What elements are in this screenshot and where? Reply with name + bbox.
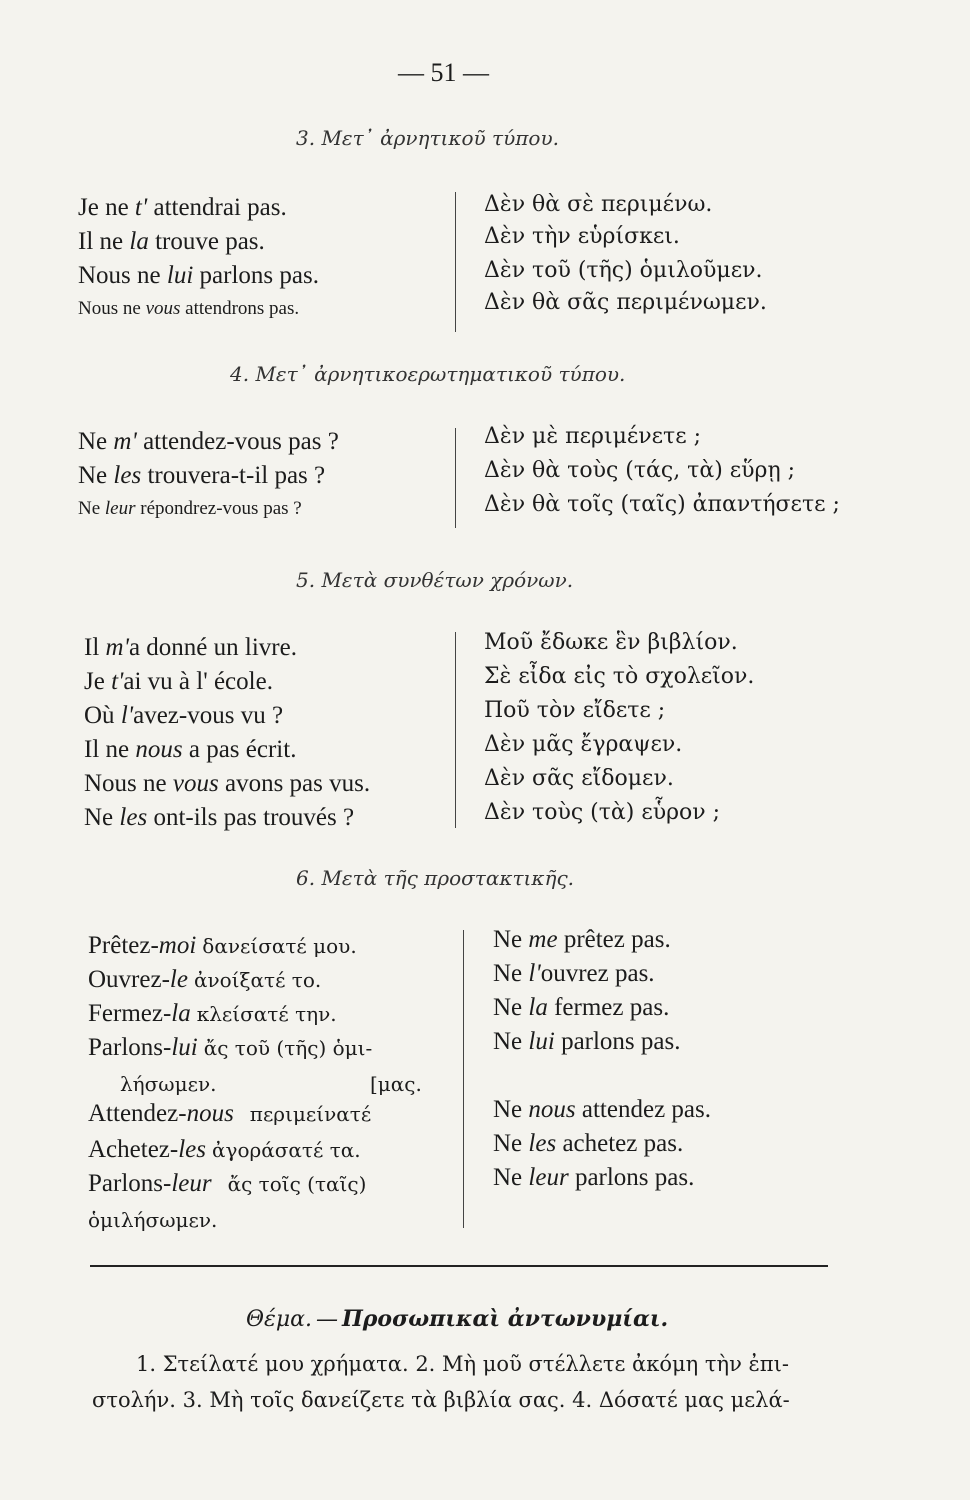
sec6-left-line: Prêtez-moi δανείσατέ μου. [88, 932, 357, 959]
sec4-fr-line: Ne leur répondrez-vous pas ? [78, 498, 302, 519]
section-5-heading: 5. Μετὰ συνθέτων χρόνων. [296, 568, 574, 592]
sec5-fr-line: Ne les ont-ils pas trouvés ? [84, 804, 355, 831]
section-3-heading: 3. Μετ᾽ ἀρνητικοῦ τύπου. [296, 126, 559, 150]
column-divider [463, 930, 464, 1228]
sec6-right-line: Ne me prêtez pas. [493, 926, 671, 953]
section-6-heading: 6. Μετὰ τῆς προστακτικῆς. [296, 866, 575, 890]
section-4-heading: 4. Μετ᾽ ἀρνητικοερωτηματικοῦ τύπου. [230, 362, 626, 386]
sec5-gr-line: Δὲν σᾶς εἴδομεν. [484, 766, 674, 791]
sec6-right-line: Ne la fermez pas. [493, 994, 670, 1021]
sec5-fr-line: Nous ne vous avons pas vus. [84, 770, 371, 797]
sec6-left-line: Parlons-lui ἄς τοῦ (τῆς) ὁμι- [88, 1034, 373, 1061]
sec5-fr-line: Je t'ai vu à l' école. [84, 668, 273, 695]
sec6-left-line: Fermez-la κλείσατέ την. [88, 1000, 337, 1027]
sec4-fr-line: Ne m' attendez-vous pas ? [78, 428, 339, 455]
sec5-fr-line: Il m'a donné un livre. [84, 634, 297, 661]
sec3-gr-line: Δὲν θὰ σὲ περιμένω. [484, 192, 713, 217]
sec3-fr-line: Il ne la trouve pas. [78, 228, 265, 255]
sec5-gr-line: Ποῦ τὸν εἴδετε ; [484, 698, 666, 723]
sec5-fr-line: Où l'avez-vous vu ? [84, 702, 284, 729]
column-divider [455, 192, 456, 332]
sec6-left-line: Parlons-leur ἄς τοῖς (ταῖς) [88, 1170, 367, 1197]
sec5-gr-line: Σὲ εἶδα εἰς τὸ σχολεῖον. [484, 664, 755, 689]
theme-title: Θέμα. — Προσωπικαὶ ἀντωνυμίαι. [246, 1306, 669, 1332]
sec3-fr-line: Nous ne vous attendrons pas. [78, 298, 300, 319]
sec6-right-line: Ne les achetez pas. [493, 1130, 684, 1157]
column-divider [455, 428, 456, 528]
theme-line-1: 1. Στείλατέ μου χρήματα. 2. Μὴ μοῦ στέλλετε ἀκόμη τὴν ἐπι- [136, 1352, 789, 1376]
sec6-right-line: Ne lui parlons pas. [493, 1028, 681, 1055]
sec6-left-continuation: ὁμιλήσωμεν. [88, 1208, 218, 1232]
theme-line-2: στολήν. 3. Μὴ τοῖς δανείζετε τὰ βιβλία σας. 4. Δόσατέ μας μελά- [92, 1388, 790, 1412]
sec4-gr-line: Δὲν θὰ τοῖς (ταῖς) ἀπαντήσετε ; [484, 492, 840, 517]
page-number: — 51 — [398, 58, 489, 87]
sec6-left-line: Attendez-nous περιμείνατέ [88, 1100, 372, 1127]
sec3-gr-line: Δὲν θὰ σᾶς περιμένωμεν. [484, 290, 767, 315]
section-rule [90, 1265, 828, 1267]
sec4-fr-line: Ne les trouvera-t-il pas ? [78, 462, 326, 489]
sec5-gr-line: Δὲν μᾶς ἔγραψεν. [484, 732, 683, 757]
sec3-gr-line: Δὲν τοῦ (τῆς) ὁμιλοῦμεν. [484, 258, 763, 283]
sec5-gr-line: Δὲν τοὺς (τὰ) εὗρον ; [484, 800, 721, 825]
sec4-gr-line: Δὲν μὲ περιμένετε ; [484, 424, 702, 449]
sec4-gr-line: Δὲν θὰ τοὺς (τάς, τὰ) εὕρῃ ; [484, 458, 796, 483]
sec6-left-continuation: λήσωμεν. [120, 1072, 217, 1096]
sec3-fr-line: Je ne t' attendrai pas. [78, 194, 287, 221]
sec6-right-line: Ne l'ouvrez pas. [493, 960, 655, 987]
sec6-right-line: Ne nous attendez pas. [493, 1096, 711, 1123]
column-divider [455, 632, 456, 828]
sec6-left-line: Ouvrez-le ἀνοίξατέ το. [88, 966, 322, 993]
sec6-left-line: Achetez-les ἀγοράσατέ τα. [88, 1136, 361, 1163]
sec6-right-line: Ne leur parlons pas. [493, 1164, 695, 1191]
sec6-left-continuation: [μας. [370, 1072, 422, 1096]
sec5-fr-line: Il ne nous a pas écrit. [84, 736, 297, 763]
sec3-gr-line: Δὲν τὴν εὑρίσκει. [484, 224, 680, 249]
sec5-gr-line: Μοῦ ἔδωκε ἓν βιβλίον. [484, 630, 738, 655]
sec3-fr-line: Nous ne lui parlons pas. [78, 262, 319, 289]
